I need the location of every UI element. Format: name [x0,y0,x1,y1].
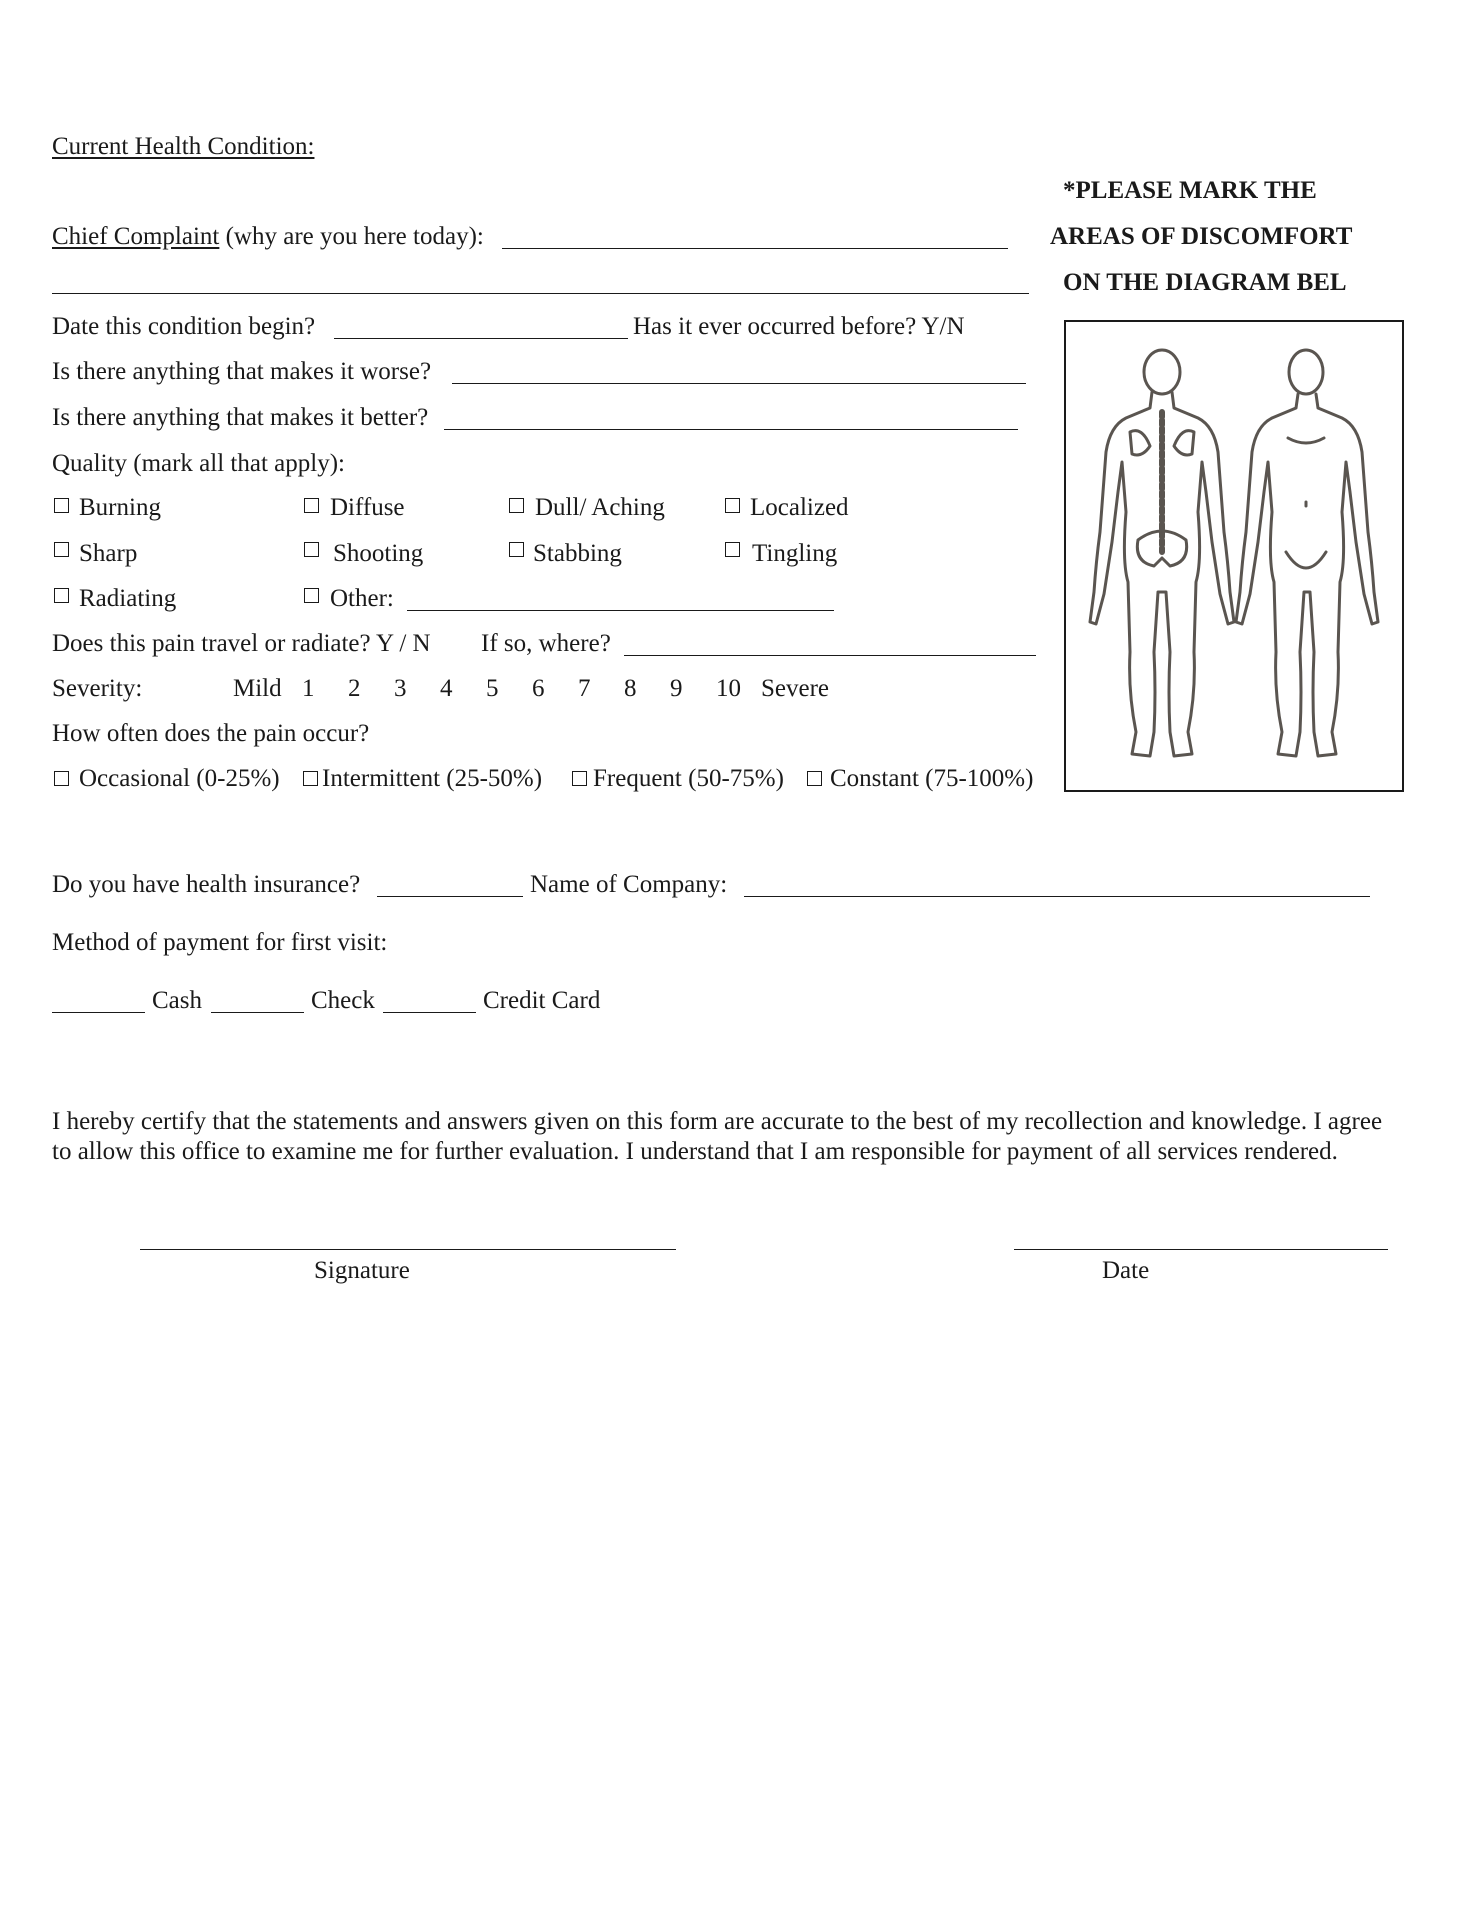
quality-option-burning: Burning [79,494,161,521]
date-field[interactable] [1014,1249,1388,1250]
radiate-where-label: If so, where? [481,630,611,657]
diagram-header-line1: *PLEASE MARK THE [1063,177,1317,204]
date-begin-field[interactable] [334,338,628,339]
severity-9[interactable]: 9 [670,675,683,702]
quality-option-diffuse: Diffuse [330,494,405,521]
worse-field[interactable] [452,383,1026,384]
front-view-figure [1236,350,1378,756]
insurance-field[interactable] [377,896,523,897]
frequency-option-frequent: Frequent (50-75%) [593,765,784,792]
severity-2[interactable]: 2 [348,675,361,702]
severity-10[interactable]: 10 [716,675,741,702]
severity-1[interactable]: 1 [302,675,315,702]
severity-mild: Mild [233,675,282,702]
date-begin-label: Date this condition begin? [52,313,316,340]
checkbox-intermittent[interactable] [303,771,318,786]
quality-label: Quality (mark all that apply): [52,450,345,477]
severity-6[interactable]: 6 [532,675,545,702]
company-field[interactable] [744,896,1370,897]
payment-option-check: Check [311,987,375,1014]
better-label: Is there anything that makes it better? [52,404,429,431]
severity-label: Severity: [52,675,143,702]
section-title: Current Health Condition: [52,133,315,160]
occurred-before-label: Has it ever occurred before? Y/N [633,313,965,340]
quality-option-shooting: Shooting [333,540,424,567]
severity-4[interactable]: 4 [440,675,453,702]
checkbox-dull-aching[interactable] [509,498,524,513]
checkbox-frequent[interactable] [572,771,587,786]
radiate-where-field[interactable] [624,655,1036,656]
checkbox-diffuse[interactable] [304,498,319,513]
frequency-option-constant: Constant (75-100%) [830,765,1034,792]
quality-option-radiating: Radiating [79,585,177,612]
insurance-label: Do you have health insurance? [52,871,361,898]
radiate-label: Does this pain travel or radiate? Y / N [52,630,431,657]
diagram-header-line3: ON THE DIAGRAM BEL [1063,269,1347,296]
frequency-option-occasional: Occasional (0-25%) [79,765,280,792]
back-view-figure [1090,350,1234,756]
severity-3[interactable]: 3 [394,675,407,702]
diagram-header-line2: AREAS OF DISCOMFORT [1050,223,1353,250]
signature-field[interactable] [140,1249,676,1250]
company-label: Name of Company: [530,871,728,898]
cash-field[interactable] [52,1012,145,1013]
checkbox-occasional[interactable] [54,771,69,786]
quality-option-other: Other: [330,585,394,612]
checkbox-sharp[interactable] [54,542,69,557]
severity-7[interactable]: 7 [578,675,591,702]
check-field[interactable] [211,1012,304,1013]
checkbox-constant[interactable] [807,771,822,786]
chief-complaint-label: Chief Complaint (why are you here today): [52,223,484,250]
better-field[interactable] [444,429,1018,430]
payment-label: Method of payment for first visit: [52,929,388,956]
credit-card-field[interactable] [383,1012,476,1013]
quality-option-sharp: Sharp [79,540,138,567]
chief-complaint-field-line2[interactable] [52,293,1029,294]
severity-5[interactable]: 5 [486,675,499,702]
other-field[interactable] [407,610,834,611]
payment-option-cash: Cash [152,987,202,1014]
payment-option-credit-card: Credit Card [483,987,601,1014]
quality-option-tingling: Tingling [752,540,838,567]
worse-label: Is there anything that makes it worse? [52,358,432,385]
quality-option-dull-aching: Dull/ Aching [535,494,665,521]
severity-severe: Severe [761,675,830,702]
frequency-option-intermittent: Intermittent (25-50%) [322,765,543,792]
checkbox-shooting[interactable] [304,542,319,557]
checkbox-tingling[interactable] [725,542,740,557]
frequency-label: How often does the pain occur? [52,720,370,747]
checkbox-localized[interactable] [725,498,740,513]
body-outline-figures [1066,322,1402,790]
severity-8[interactable]: 8 [624,675,637,702]
date-label: Date [1102,1257,1150,1284]
quality-option-stabbing: Stabbing [533,540,622,567]
checkbox-stabbing[interactable] [509,542,524,557]
checkbox-burning[interactable] [54,498,69,513]
quality-option-localized: Localized [750,494,849,521]
certification-statement: I hereby certify that the statements and answers given on this form are accurate to the best of my recollection and knowledge. I agree to allow this office to examine me for further evaluation. I understand that I am responsible for payment of all services rendered. [52,1108,1383,1165]
body-diagram[interactable] [1064,320,1404,792]
checkbox-radiating[interactable] [54,588,69,603]
chief-complaint-field[interactable] [502,248,1008,249]
checkbox-other[interactable] [304,588,319,603]
signature-label: Signature [314,1257,410,1284]
